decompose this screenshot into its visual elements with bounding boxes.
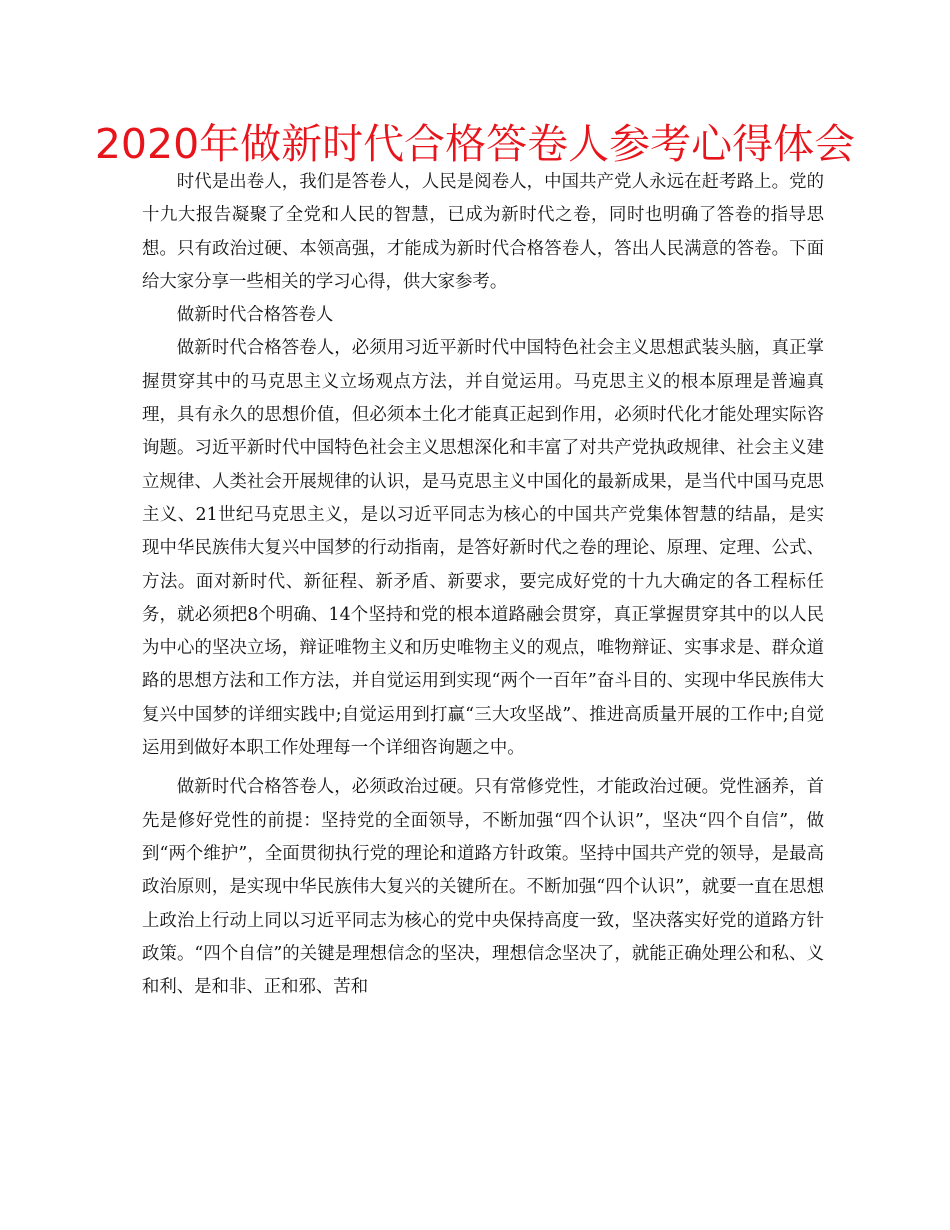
document-body: [142, 166, 824, 1004]
intro-paragraph: 时代是出卷人，我们是答卷人，人民是阅卷人，中国共产党人永远在赶考路上。党的十九大报告凝聚了全党和人民的智慧，已成为新时代之卷，同时也明确了答卷的指导思想。只有政治过硬、本领高强，才能成为新时代合格答卷人，答出人民满意的答卷。下面给大家分享一些相关的学习心得，供大家参考。: [142, 172, 824, 292]
section-heading: 做新时代合格答卷人: [176, 305, 334, 326]
document-title: 2020年做新时代合格答卷人参考心得体会: [94, 120, 856, 168]
body-paragraph-1: 做新时代合格答卷人，必须用习近平新时代中国特色社会主义思想武装头脑，真正掌握贯穿其中的马克思主义立场观点方法，并自觉运用。马克思主义的根本原理是普遍真理，具有永久的思想价值，但必须本土化才能真正起到作用，必须时代化才能处理实际咨询题。习近平新时代中国特色社会主义思想深化和丰富了对共产党执政规律、社会主义建立规律、人类社会开展规律的认识，是马克思主义中国化的最新成果，是当代中国马克思主义、21世纪马克思主义，是以习近平同志为核心的中国共产党集体智慧的结晶，是实现中华民族伟大复兴中国梦的行动指南，是答好新时代之卷的理论、原理、定理、公式、方法。面对新时代、新征程、新矛盾、新要求，要完成好党的十九大确定的各工程标任务，就必须把8个明确、14个坚持和党的根本道路融会贯穿，真正掌握贯穿其中的以人民为中心的坚决立场，辩证唯物主义和历史唯物主义的观点，唯物辩证、实事求是、群众道路的思想方法和工作方法，并自觉运用到实现“两个一百年”奋斗目的、实现中华民族伟大复兴中国梦的详细实践中;自觉运用到打赢“三大攻坚战”、推进高质量开展的工作中;自觉运用到做好本职工作处理每一个详细咨询题之中。: [142, 338, 824, 759]
body-paragraph-2: 做新时代合格答卷人，必须政治过硬。只有常修党性，才能政治过硬。党性涵养，首先是修好党性的前提：坚持党的全面领导，不断加强“四个认识”，坚决“四个自信”，做到“两个维护”，全面贯彻执行党的理论和道路方针政策。坚持中国共产党的领导，是最高政治原则，是实现中华民族伟大复兴的关键所在。不断加强“四个认识”，就要一直在思想上政治上行动上同以习近平同志为核心的党中央保持高度一致，坚决落实好党的道路方针政策。“四个自信”的关键是理想信念的坚决，理想信念坚决了，就能正确处理公和私、义和利、是和非、正和邪、苦和: [142, 777, 824, 998]
